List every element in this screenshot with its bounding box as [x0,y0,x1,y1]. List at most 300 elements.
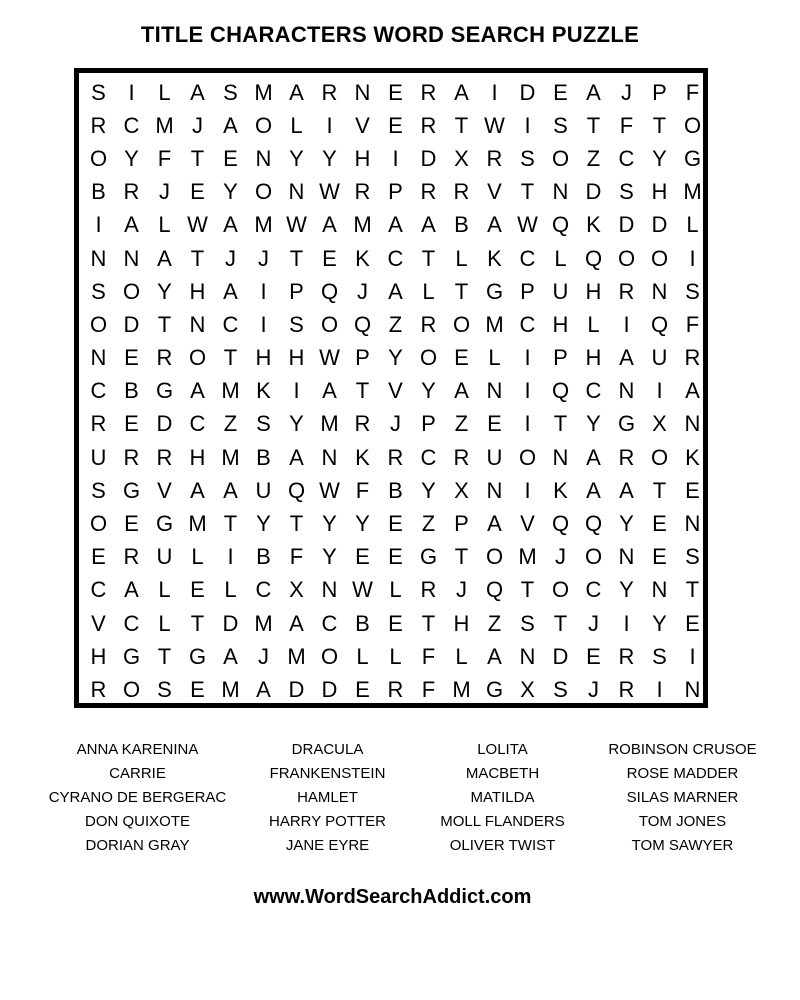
grid-letter: C [255,577,272,603]
grid-letter: O [419,345,438,371]
grid-letter: A [190,79,205,105]
grid-letter: Y [322,511,337,537]
grid-letter: S [619,179,634,205]
grid-letter: B [256,544,271,570]
grid-letter: S [157,676,172,702]
grid-letter: J [390,411,401,437]
word-list-item: CARRIE [109,765,166,782]
grid-letter: L [455,245,468,271]
grid-letter: M [485,311,504,337]
grid-letter: C [222,311,239,337]
grid-letter: L [587,311,600,337]
grid-letter: M [221,378,240,404]
grid-letter: X [454,145,469,171]
grid-letter: L [455,643,468,669]
grid-letter: T [586,112,601,138]
grid-letter: N [123,245,140,271]
grid-letter: J [225,245,236,271]
grid-letter: A [388,212,403,238]
grid-letter: N [486,378,503,404]
grid-letter: R [453,179,470,205]
grid-letter: N [90,345,107,371]
grid-letter: C [585,378,602,404]
grid-letter: E [355,544,370,570]
grid-letter: B [454,212,469,238]
grid-letter: O [551,577,570,603]
grid-letter: T [190,245,205,271]
grid-letter: A [223,112,238,138]
grid-letter: E [91,544,106,570]
word-list-item: ROSE MADDER [626,765,739,782]
word-list-column [410,738,595,858]
grid-letter: T [553,610,568,636]
grid-letter: E [586,643,601,669]
grid-letter: B [124,378,139,404]
grid-letter: H [189,278,206,304]
grid-letter: T [454,544,469,570]
grid-letter: A [586,477,601,503]
grid-letter: K [685,444,700,470]
grid-letter: Q [551,378,570,404]
grid-letter: R [420,79,437,105]
grid-letter: K [487,245,502,271]
grid-letter: R [420,179,437,205]
grid-letter: E [388,610,403,636]
grid-letter: D [519,79,536,105]
grid-letter: F [289,544,304,570]
grid-letter: A [322,378,337,404]
grid-letter: Y [223,179,238,205]
word-list-item: TOM SAWYER [631,837,734,854]
grid-letter: S [685,278,700,304]
grid-letter: D [123,311,140,337]
grid-letter: R [321,79,338,105]
grid-letter: C [90,378,107,404]
grid-letter: A [421,212,436,238]
grid-letter: L [389,643,402,669]
grid-letter: O [89,311,108,337]
grid-letter: R [123,444,140,470]
grid-letter: M [221,676,240,702]
grid-letter: C [618,145,635,171]
grid-letter: D [552,643,569,669]
grid-letter: M [518,544,537,570]
grid-letter: D [288,676,305,702]
grid-letter: E [190,179,205,205]
grid-letter: J [621,79,632,105]
grid-letter: Z [586,145,601,171]
grid-letter: M [353,212,372,238]
grid-letter: E [124,345,139,371]
grid-letter: E [124,511,139,537]
grid-letter: I [392,145,399,171]
grid-letter: T [157,311,172,337]
grid-letter: A [322,212,337,238]
grid-letter: N [90,245,107,271]
grid-letter: H [90,643,107,669]
grid-letter: N [684,676,701,702]
grid-letter: R [90,411,107,437]
grid-letter: I [260,311,267,337]
grid-letter: B [355,610,370,636]
grid-letter: I [656,676,663,702]
grid-letter: N [354,79,371,105]
grid-letter: T [157,643,172,669]
grid-letter: N [684,411,701,437]
grid-letter: D [651,212,668,238]
grid-letter: J [588,610,599,636]
grid-letter: L [356,643,369,669]
grid-letter: U [90,444,107,470]
grid-letter: R [354,179,371,205]
grid-letter: E [190,577,205,603]
grid-letter: M [188,511,207,537]
grid-letter: T [190,610,205,636]
grid-letter: L [422,278,435,304]
grid-letter: Q [320,278,339,304]
grid-letter: A [586,444,601,470]
grid-letter: T [652,112,667,138]
grid-letter: U [255,477,272,503]
grid-letter: O [89,511,108,537]
grid-letter: N [684,511,701,537]
grid-letter: J [357,278,368,304]
grid-letter: M [254,212,273,238]
grid-letter: T [190,145,205,171]
grid-letter: H [453,610,470,636]
grid-letter: E [685,610,700,636]
grid-letter: T [223,511,238,537]
grid-letter: Z [421,511,436,537]
grid-letter: A [487,212,502,238]
word-list-item: JANE EYRE [285,837,370,854]
grid-letter: T [520,577,535,603]
grid-letter: S [91,477,106,503]
grid-letter: O [650,245,669,271]
grid-letter: M [221,444,240,470]
grid-letter: F [685,79,700,105]
grid-letter: A [223,643,238,669]
puzzle-grid-frame [74,68,708,708]
grid-letter: R [387,444,404,470]
grid-letter: C [189,411,206,437]
grid-letter: G [155,511,174,537]
grid-letter: I [128,79,135,105]
grid-letter: T [685,577,700,603]
grid-letter: K [355,245,370,271]
grid-letter: C [123,610,140,636]
grid-letter: Q [353,311,372,337]
grid-letter: A [157,245,172,271]
grid-letter: Q [584,511,603,537]
grid-letter: C [321,610,338,636]
grid-letter: V [157,477,172,503]
grid-letter: X [520,676,535,702]
grid-letter: R [354,411,371,437]
grid-letter: C [585,577,602,603]
grid-letter: O [551,145,570,171]
grid-letter: G [485,676,504,702]
grid-letter: J [192,112,203,138]
grid-letter: M [254,610,273,636]
grid-letter: D [222,610,239,636]
word-list-item: HAMLET [297,789,358,806]
grid-letter: L [389,577,402,603]
word-list-item: SILAS MARNER [626,789,739,806]
grid-letter: Q [287,477,306,503]
grid-letter: T [223,345,238,371]
grid-letter: O [650,444,669,470]
grid-letter: A [190,477,205,503]
grid-letter: Y [586,411,601,437]
grid-letter: G [485,278,504,304]
grid-letter: S [91,79,106,105]
word-list-item: CYRANO DE BERGERAC [48,789,227,806]
grid-letter: G [419,544,438,570]
grid-letter: O [89,145,108,171]
grid-letter: E [190,676,205,702]
grid-letter: A [454,79,469,105]
grid-letter: I [623,311,630,337]
grid-letter: Z [388,311,403,337]
grid-letter: R [684,345,701,371]
grid-letter: N [288,179,305,205]
grid-letter: L [191,544,204,570]
word-list-item: DORIAN GRAY [85,837,190,854]
grid-letter: V [520,511,535,537]
grid-letter: I [689,245,696,271]
grid-letter: E [388,112,403,138]
letter-grid [82,76,702,707]
grid-letter: I [524,112,531,138]
grid-letter: I [491,79,498,105]
grid-letter: I [623,610,630,636]
grid-letter: A [487,511,502,537]
grid-letter: T [289,511,304,537]
grid-letter: T [454,278,469,304]
grid-letter: Y [289,145,304,171]
grid-letter: J [258,245,269,271]
grid-letter: R [123,544,140,570]
grid-letter: O [452,311,471,337]
grid-letter: P [520,278,535,304]
grid-letter: A [586,79,601,105]
grid-letter: P [454,511,469,537]
grid-letter: L [488,345,501,371]
grid-letter: Y [421,378,436,404]
grid-letter: Q [650,311,669,337]
grid-letter: O [122,278,141,304]
grid-letter: C [519,245,536,271]
grid-letter: S [256,411,271,437]
word-list-column [30,738,245,858]
grid-letter: Y [421,477,436,503]
grid-letter: E [685,477,700,503]
grid-letter: U [552,278,569,304]
grid-letter: C [387,245,404,271]
grid-letter: A [289,444,304,470]
grid-letter: P [553,345,568,371]
grid-letter: B [91,179,106,205]
grid-letter: G [122,477,141,503]
grid-letter: R [420,112,437,138]
grid-letter: N [552,444,569,470]
grid-letter: R [420,311,437,337]
grid-letter: E [322,245,337,271]
grid-letter: U [486,444,503,470]
grid-letter: H [552,311,569,337]
grid-letter: G [188,643,207,669]
grid-letter: E [652,544,667,570]
grid-letter: I [524,378,531,404]
grid-letter: N [321,577,338,603]
grid-letter: I [95,212,102,238]
grid-letter: N [321,444,338,470]
grid-letter: N [651,577,668,603]
grid-letter: R [618,676,635,702]
grid-letter: W [517,212,538,238]
grid-letter: R [387,676,404,702]
grid-letter: N [189,311,206,337]
grid-letter: H [354,145,371,171]
grid-letter: E [487,411,502,437]
grid-letter: R [453,444,470,470]
grid-letter: F [421,643,436,669]
grid-letter: H [189,444,206,470]
grid-letter: X [289,577,304,603]
grid-letter: R [618,643,635,669]
grid-letter: L [554,245,567,271]
grid-letter: R [486,145,503,171]
grid-letter: H [585,278,602,304]
grid-letter: W [319,179,340,205]
grid-letter: T [355,378,370,404]
word-list-column [595,738,770,858]
grid-letter: O [188,345,207,371]
grid-letter: H [585,345,602,371]
grid-letter: X [652,411,667,437]
grid-letter: O [584,544,603,570]
grid-letter: T [421,245,436,271]
grid-letter: E [388,511,403,537]
grid-letter: D [618,212,635,238]
grid-letter: V [91,610,106,636]
word-list [30,738,770,858]
grid-letter: E [355,676,370,702]
grid-letter: I [293,378,300,404]
grid-letter: Q [551,212,570,238]
grid-letter: H [288,345,305,371]
grid-letter: P [421,411,436,437]
grid-letter: S [223,79,238,105]
grid-letter: S [685,544,700,570]
grid-letter: I [326,112,333,138]
grid-letter: F [619,112,634,138]
grid-letter: F [157,145,172,171]
grid-letter: S [520,610,535,636]
grid-letter: A [388,278,403,304]
grid-letter: Y [256,511,271,537]
grid-letter: A [289,79,304,105]
grid-letter: U [156,544,173,570]
grid-letter: H [651,179,668,205]
grid-letter: E [454,345,469,371]
grid-letter: Y [322,544,337,570]
grid-letter: D [420,145,437,171]
grid-letter: O [683,112,702,138]
grid-letter: S [91,278,106,304]
grid-letter: F [421,676,436,702]
word-list-item: TOM JONES [638,813,727,830]
grid-letter: Z [454,411,469,437]
word-list-item: ROBINSON CRUSOE [608,741,757,758]
grid-letter: Y [388,345,403,371]
grid-letter: Y [619,577,634,603]
grid-letter: D [156,411,173,437]
grid-letter: N [519,643,536,669]
grid-letter: S [289,311,304,337]
grid-letter: A [223,212,238,238]
grid-letter: E [223,145,238,171]
grid-letter: I [524,345,531,371]
website-url: www.WordSearchAddict.com [253,886,532,908]
grid-letter: C [90,577,107,603]
grid-letter: D [321,676,338,702]
grid-letter: Y [289,411,304,437]
grid-letter: L [158,610,171,636]
grid-letter: G [155,378,174,404]
word-list-item: FRANKENSTEIN [269,765,386,782]
grid-letter: M [254,79,273,105]
grid-letter: A [223,477,238,503]
word-list-item: ANNA KARENINA [76,741,199,758]
grid-letter: R [618,278,635,304]
grid-letter: F [685,311,700,337]
grid-letter: E [124,411,139,437]
grid-letter: O [518,444,537,470]
grid-letter: V [487,179,502,205]
grid-letter: N [618,378,635,404]
grid-letter: G [683,145,702,171]
word-list-item: MATILDA [470,789,535,806]
grid-letter: L [290,112,303,138]
grid-letter: B [388,477,403,503]
grid-letter: A [619,345,634,371]
grid-letter: B [256,444,271,470]
grid-letter: A [454,378,469,404]
grid-letter: D [585,179,602,205]
grid-letter: L [224,577,237,603]
grid-letter: J [258,643,269,669]
grid-letter: W [484,112,505,138]
grid-letter: E [652,511,667,537]
grid-letter: I [524,477,531,503]
grid-letter: I [689,643,696,669]
grid-letter: C [519,311,536,337]
grid-letter: K [355,444,370,470]
grid-letter: S [553,112,568,138]
grid-letter: N [552,179,569,205]
grid-letter: S [520,145,535,171]
word-list-item: HARRY POTTER [269,813,386,830]
word-list-item: MOLL FLANDERS [440,813,565,830]
grid-letter: R [156,345,173,371]
grid-letter: R [618,444,635,470]
grid-letter: S [652,643,667,669]
grid-letter: E [388,544,403,570]
grid-letter: W [352,577,373,603]
grid-letter: O [485,544,504,570]
